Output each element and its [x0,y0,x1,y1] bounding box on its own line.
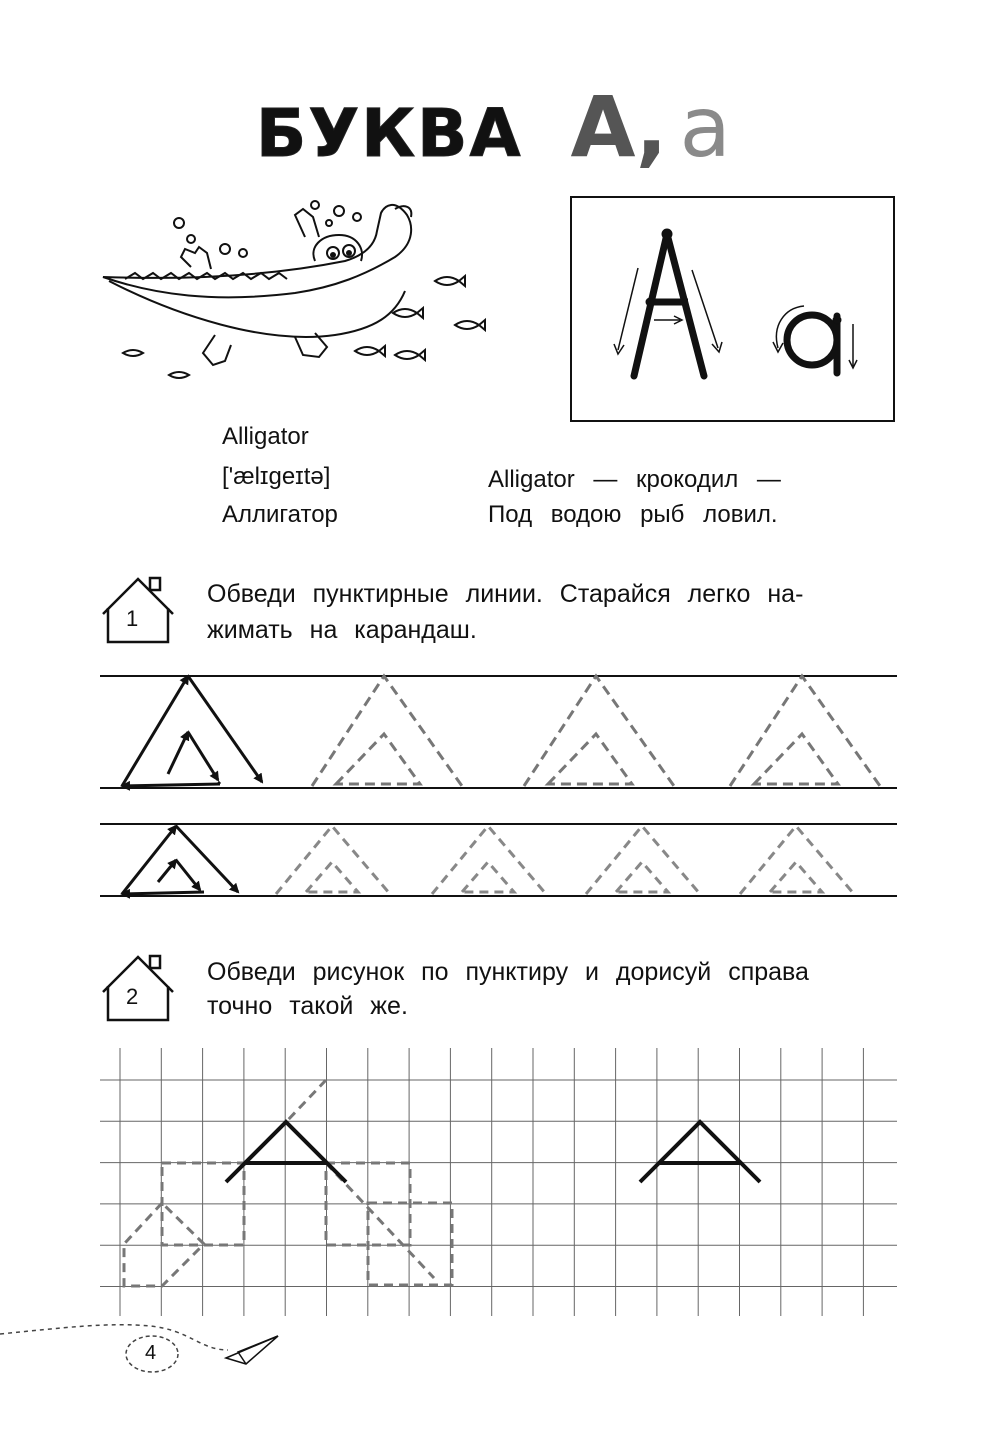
task-1-number: 1 [126,606,139,631]
alligator-illustration [95,195,505,395]
tracing-rows [100,670,900,906]
poem-line-1: Alligator — крокодил — [488,466,781,493]
title-separator: , [635,78,668,176]
page-number: 4 [145,1342,157,1364]
row-2-sample-triangle [122,826,238,894]
vocab-english: Alligator [222,423,309,450]
row-1-dashed-triangles [312,676,880,786]
task-1-line-2: жимать на карандаш. [207,616,477,644]
page-title [0,78,987,176]
letter-writing-box [570,196,895,422]
poem-line-2: Под водою рыб ловил. [488,501,778,528]
drawing-grid [100,1048,900,1318]
task-2-number: 2 [126,984,139,1009]
task-1-line-1: Обведи пунктирные линии. Старайся легко на- [207,580,804,608]
title-upper-letter: А [570,78,636,176]
task-2-line-2: точно такой же. [207,992,408,1020]
paper-plane-icon [226,1336,278,1364]
title-lower-letter: а [679,78,731,176]
dashed-guide-figure [124,1080,452,1286]
solid-letter-a-right [640,1122,760,1182]
task-2-line-1: Обведи рисунок по пунктиру и дорисуй справа [207,958,809,986]
row-2-dashed-triangles [276,826,854,894]
vocab-russian: Аллигатор [222,501,338,528]
row-1-sample-triangle [122,676,262,786]
title-word: БУКВА [256,95,523,172]
vocab-transcription: [ʹælɪgeɪtə] [222,463,331,490]
letter-stroke-guide [572,198,893,420]
